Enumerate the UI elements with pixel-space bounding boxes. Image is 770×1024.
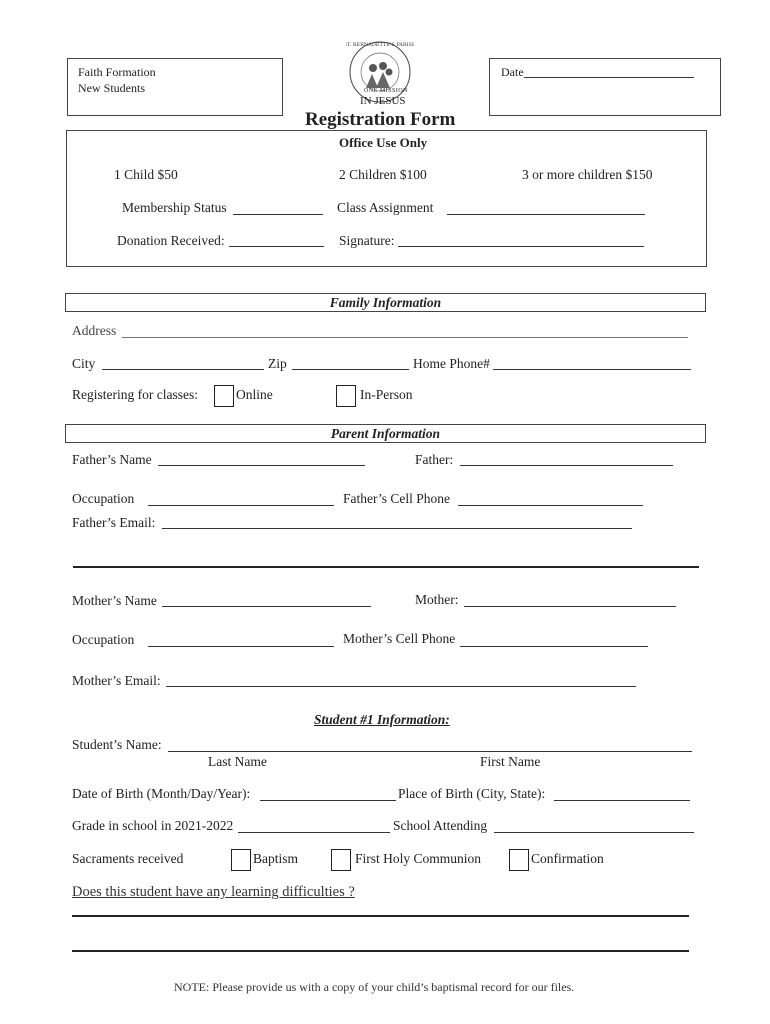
communion-checkbox[interactable] [331,849,351,871]
signature-field[interactable] [398,246,644,247]
parent-divider [73,566,699,568]
donation-label: Donation Received: [117,233,225,248]
student-info-title: Student #1 Information: [314,712,450,727]
seal-tagline: IN JESUS [360,95,406,107]
date-field[interactable] [524,77,694,78]
class-assignment-label: Class Assignment [337,200,434,215]
school-field[interactable] [494,832,694,833]
pob-label: Place of Birth (City, State): [398,786,546,801]
mother-cell-field[interactable] [460,646,648,647]
confirmation-label: Confirmation [531,851,604,866]
fee-one-child: 1 Child $50 [114,167,178,182]
mother-email-label: Mother’s Email: [72,673,161,688]
father-field[interactable] [460,465,673,466]
school-label: School Attending [393,818,488,833]
mother-field[interactable] [464,606,676,607]
grade-field[interactable] [238,832,390,833]
dob-field[interactable] [260,800,396,801]
confirmation-checkbox[interactable] [509,849,529,871]
address-field[interactable] [122,337,688,338]
father-occupation-field[interactable] [148,505,334,506]
mother-name-label: Mother’s Name [72,593,157,608]
father-name-field[interactable] [158,465,365,466]
parent-info-title: Parent Information [330,426,441,441]
mother-occupation-field[interactable] [148,646,334,647]
last-name-caption: Last Name [208,754,267,769]
first-name-caption: First Name [480,754,541,769]
membership-label: Membership Status [122,200,227,215]
online-checkbox[interactable] [214,385,234,407]
zip-field[interactable] [292,369,409,370]
form-title: Registration Form [305,109,456,130]
father-occupation-label: Occupation [72,491,135,506]
fee-two-children: 2 Children $100 [339,167,427,182]
father-label: Father: [415,452,454,467]
dept-line1: Faith Formation [78,65,156,79]
student-name-field[interactable] [168,751,692,752]
sacraments-label: Sacraments received [72,851,184,866]
city-field[interactable] [102,369,264,370]
inperson-checkbox[interactable] [336,385,356,407]
mother-label: Mother: [415,592,459,607]
father-cell-label: Father’s Cell Phone [343,491,450,506]
online-label: Online [236,387,273,402]
student-name-label: Student’s Name: [72,737,162,752]
membership-field[interactable] [233,214,323,215]
address-label: Address [72,323,117,338]
dob-label: Date of Birth (Month/Day/Year): [72,786,251,801]
difficulties-line-1[interactable] [72,915,689,917]
dept-line2: New Students [78,81,145,95]
mother-email-field[interactable] [166,686,636,687]
baptism-checkbox[interactable] [231,849,251,871]
home-phone-field[interactable] [493,369,691,370]
father-name-label: Father’s Name [72,452,152,467]
class-assignment-field[interactable] [447,214,645,215]
pob-field[interactable] [554,800,690,801]
difficulties-line-2[interactable] [72,950,689,952]
seal-motto: ONE MISSION [364,88,409,94]
mother-occupation-label: Occupation [72,632,135,647]
father-email-field[interactable] [162,528,632,529]
grade-label: Grade in school in 2021-2022 [72,818,234,833]
date-label: Date [501,65,524,79]
baptism-label: Baptism [253,851,299,866]
communion-label: First Holy Communion [355,851,482,866]
parent-info-header [65,424,706,443]
difficulties-question: Does this student have any learning difficulties ? [72,884,355,900]
family-info-title: Family Information [329,295,442,310]
inperson-label: In-Person [360,387,413,402]
registering-label: Registering for classes: [72,387,198,402]
home-phone-label: Home Phone# [413,356,490,371]
date-box [489,58,721,116]
footer-note: NOTE: Please provide us with a copy of your child’s baptismal record for our files. [174,980,575,994]
svg-text:ST. BERNADETTE'S PARISH: ST. BERNADETTE'S PARISH [346,42,414,48]
mother-cell-label: Mother’s Cell Phone [343,631,456,646]
office-use-title: Office Use Only [339,135,428,150]
donation-field[interactable] [229,246,324,247]
fee-three-children: 3 or more children $150 [522,167,653,182]
signature-label: Signature: [339,233,395,248]
mother-name-field[interactable] [162,606,371,607]
zip-label: Zip [268,356,287,371]
father-email-label: Father’s Email: [72,515,156,530]
family-info-header [65,293,706,312]
father-cell-field[interactable] [458,505,643,506]
city-label: City [72,356,96,371]
